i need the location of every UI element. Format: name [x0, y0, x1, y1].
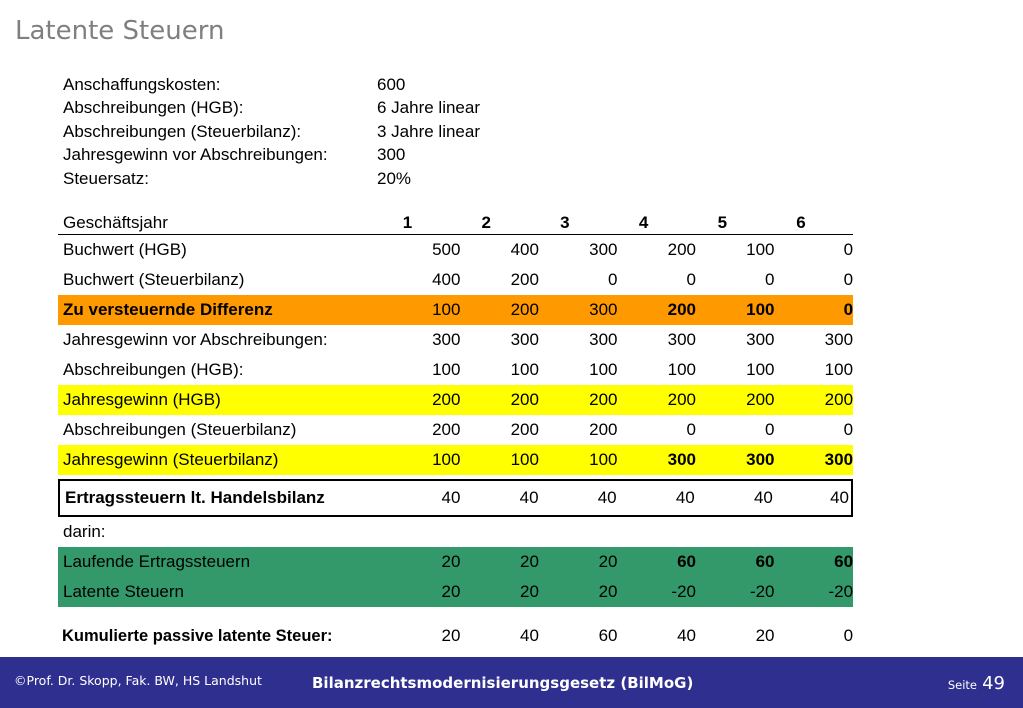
- cell: 200: [746, 390, 775, 409]
- cell: 60: [755, 552, 775, 571]
- row-label: darin:: [63, 522, 106, 541]
- cell: 100: [824, 360, 854, 379]
- param-row: [63, 120, 480, 143]
- cell: 100: [432, 360, 461, 379]
- param-row: [63, 73, 480, 96]
- cell: -20: [749, 582, 775, 601]
- cell: 100: [746, 360, 775, 379]
- cell: 0: [765, 270, 775, 289]
- cell: 200: [432, 390, 461, 409]
- table-row-highlight-green: [58, 547, 853, 577]
- page-number: 49: [982, 673, 1005, 694]
- param-label: Steuersatz:: [63, 168, 149, 188]
- cell: 20: [520, 582, 539, 601]
- tax-table: [58, 211, 853, 651]
- cell: 20: [520, 552, 539, 571]
- cell: 20: [441, 552, 461, 571]
- row-label: Zu versteuernde Differenz: [63, 300, 273, 319]
- cell: 100: [432, 450, 461, 469]
- cell: 0: [686, 420, 696, 439]
- table-row: [58, 325, 853, 355]
- year-header: 5: [717, 212, 728, 232]
- cell: 100: [589, 450, 618, 469]
- cell: 100: [510, 450, 539, 469]
- page-label: Seite: [947, 678, 977, 692]
- cell: 300: [432, 330, 461, 349]
- cell: 0: [843, 420, 854, 439]
- cell: 200: [667, 390, 696, 409]
- cell: 300: [667, 450, 696, 469]
- table-row: [58, 265, 853, 295]
- cell: 300: [589, 240, 618, 259]
- year-header: 4: [638, 212, 649, 232]
- table-row-highlight-yellow: [58, 385, 853, 415]
- year-header: 1: [402, 212, 413, 232]
- row-label: Ertragssteuern lt. Handelsbilanz: [65, 488, 325, 507]
- cell: 300: [746, 450, 775, 469]
- spacer: [58, 607, 853, 621]
- page-title: Latente Steuern: [15, 16, 225, 46]
- cell: 100: [589, 360, 618, 379]
- header-label: Geschäftsjahr: [63, 212, 168, 232]
- cell: 40: [520, 626, 539, 645]
- cell: 300: [746, 330, 775, 349]
- param-value: 300: [377, 145, 406, 165]
- cell: 200: [589, 390, 618, 409]
- cell: 40: [677, 626, 696, 645]
- cell: 20: [755, 626, 775, 645]
- cell: 40: [675, 488, 695, 507]
- table-row-boxed: [58, 479, 853, 517]
- cell: 40: [753, 488, 773, 507]
- cell: 0: [843, 270, 854, 289]
- cell: 60: [598, 626, 618, 645]
- table-row-highlight-yellow: [58, 445, 853, 475]
- row-label: Jahresgewinn vor Abschreibungen:: [63, 330, 328, 349]
- year-header: 3: [560, 212, 570, 232]
- table-row: [58, 235, 853, 265]
- param-value: 3 Jahre linear: [377, 121, 481, 141]
- param-row: [63, 167, 480, 190]
- cell: 20: [598, 582, 618, 601]
- param-label: Jahresgewinn vor Abschreibungen:: [63, 145, 328, 165]
- table-row: [58, 355, 853, 385]
- cell: 20: [598, 552, 618, 571]
- cell: 200: [432, 420, 461, 439]
- cell: 200: [589, 420, 618, 439]
- param-row: [63, 96, 480, 119]
- cell: 0: [843, 300, 854, 319]
- cell: 0: [686, 270, 696, 289]
- cell: 300: [824, 330, 854, 349]
- year-header: 2: [481, 212, 491, 232]
- cell: 100: [510, 360, 539, 379]
- cell: 200: [510, 270, 539, 289]
- year-header: 6: [796, 212, 806, 232]
- param-value: 20%: [377, 168, 412, 188]
- page-indicator: [948, 673, 1005, 694]
- cell: 40: [597, 488, 617, 507]
- row-label: Jahresgewinn (HGB): [63, 390, 221, 409]
- cell: 0: [765, 420, 775, 439]
- table-row-highlight-orange: [58, 295, 853, 325]
- cell: 400: [510, 240, 539, 259]
- param-label: Anschaffungskosten:: [63, 75, 221, 94]
- cell: 0: [843, 626, 854, 645]
- cell: 0: [608, 270, 618, 289]
- cell: 300: [589, 330, 618, 349]
- cell: 0: [843, 240, 854, 259]
- row-label: Laufende Ertragssteuern: [63, 552, 251, 571]
- param-value: 600: [377, 75, 406, 94]
- parameter-list: [63, 73, 480, 190]
- row-label: Latente Steuern: [63, 582, 184, 601]
- row-label: Abschreibungen (HGB):: [63, 360, 244, 379]
- cell: -20: [671, 582, 696, 601]
- cell: 40: [830, 488, 850, 507]
- cell: 200: [824, 390, 854, 409]
- cell: 300: [589, 300, 618, 319]
- footer-bar: [0, 657, 1023, 708]
- cell: 200: [510, 390, 539, 409]
- table-row: [58, 415, 853, 445]
- row-label: Jahresgewinn (Steuerbilanz): [63, 450, 279, 469]
- cell: 300: [510, 330, 539, 349]
- row-label: Abschreibungen (Steuerbilanz): [63, 420, 297, 439]
- param-label: Abschreibungen (Steuerbilanz):: [63, 121, 302, 141]
- table-header-row: [58, 211, 853, 235]
- cell: 40: [441, 488, 461, 507]
- cell: 100: [432, 300, 461, 319]
- cell: 60: [677, 552, 696, 571]
- table-row: [58, 517, 853, 547]
- table-row-highlight-green: [58, 577, 853, 607]
- cell: 20: [441, 626, 461, 645]
- cell: 20: [441, 582, 461, 601]
- cell: 200: [667, 300, 696, 319]
- cell: 300: [667, 330, 696, 349]
- cell: 60: [834, 552, 854, 571]
- cell: 100: [746, 240, 775, 259]
- cell: 300: [824, 450, 854, 469]
- cell: 40: [519, 488, 539, 507]
- footer-copyright: ©Prof. Dr. Skopp, Fak. BW, HS Landshut: [14, 673, 262, 688]
- cell: 500: [432, 240, 461, 259]
- param-row: [63, 143, 480, 166]
- cell: 200: [667, 240, 696, 259]
- cell: 100: [667, 360, 696, 379]
- row-label: Kumulierte passive latente Steuer:: [62, 626, 333, 645]
- param-label: Abschreibungen (HGB):: [63, 98, 244, 118]
- footer-presentation-title: Bilanzrechtsmodernisierungsgesetz (BilMoG): [312, 674, 694, 692]
- table-row-summary: [58, 621, 853, 651]
- cell: -20: [828, 582, 854, 601]
- row-label: Buchwert (HGB): [63, 240, 187, 259]
- row-label: Buchwert (Steuerbilanz): [63, 270, 245, 289]
- cell: 400: [432, 270, 461, 289]
- cell: 100: [746, 300, 775, 319]
- cell: 200: [510, 300, 539, 319]
- cell: 200: [510, 420, 539, 439]
- param-value: 6 Jahre linear: [377, 98, 481, 118]
